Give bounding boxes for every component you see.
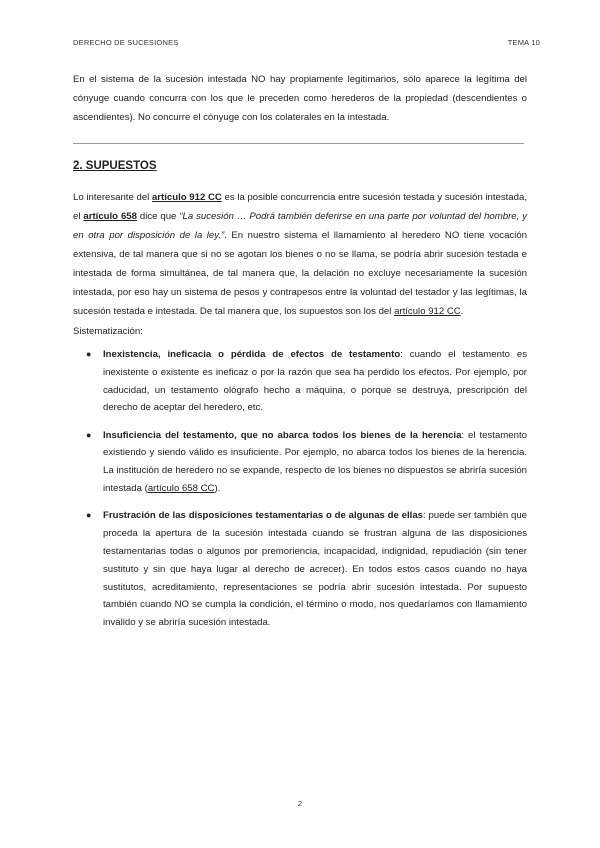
list-item — [73, 427, 527, 498]
section-title: 2. SUPUESTOS — [73, 160, 157, 172]
bullet-icon: ● — [86, 349, 92, 359]
list-item-text: : el testamento existiendo y siendo válido es insuficiente. Por ejemplo, no abarca todos los bienes de la herencia. La institución de heredero no se expande, respecto de los bienes no dispuestos se abriría sucesión intestada ( — [103, 429, 527, 495]
list-item — [73, 346, 527, 417]
header-subject: DERECHO DE SUCESIONES — [73, 38, 179, 47]
body-quote: “La sucesión … Podrá también deferirse en una parte por voluntad del hombre, y en otra por disposición de la ley.” — [73, 211, 528, 241]
sistematizacion-label: Sistematización: — [73, 326, 143, 337]
article-658-ref: artículo 658 CC — [147, 483, 215, 495]
list-item-text: : puede ser también que proceda la apertura de la sucesión intestada cuando se frustran alguna de las disposiciones testamentarias todas o algunos por premoriencia, incapacidad, indignidad, repudiación (sin tener sustituto y sin que haya lugar al derecho de acrecer). En todos estos casos cuando no haya sustitutos, acreditamiento, representaciones se podría abrir sucesión intestada. Por supuesto también cuando NO se cumpla la condición, el término o modo, nos quedaríamos con llamamiento inválido y se abriría sucesión intestada. — [103, 510, 527, 629]
list-item-text: : cuando el testamento es inexistente o existente es ineficaz o por la razón que sea ha perdido los efectos. Por ejemplo, por caducidad, un testamento ológrafo hecho a máquina, o porque se destruya, prescripción del derecho de aceptar del heredero, etc. — [103, 349, 527, 414]
body-text-4: . En nuestro sistema el llamamiento al heredero NO tiene vocación extensiva, de tal manera que si no se agotan los bienes o no se llama, se podría abrir sucesión testada e intestada de forma simultánea, de tal manera que, la delación no excluye necesariamente la sucesión intestada, por eso hay un sistema de pesos y contrapesos entre la voluntad del testador y las legítimas, la sucesión testada e intestada. De tal manera que, los supuestos son los del — [73, 230, 527, 317]
bullet-icon: ● — [86, 510, 92, 521]
header-topic: TEMA 10 — [507, 38, 540, 47]
page-number: 2 — [297, 799, 303, 808]
supuestos-list — [73, 346, 527, 641]
intro-paragraph: En el sistema de la sucesión intestada NO hay propiamente legitimarios, sólo aparece la legítima del cónyuge cuando concurra con los que le preceden como herederos de la propiedad (descendientes o ascendientes). No concurre el cónyuge con los colaterales en la intestada. — [73, 74, 527, 123]
list-item-title: Insuficiencia del testamento, que no abarca todos los bienes de la herencia — [103, 429, 462, 441]
body-paragraph — [73, 188, 527, 321]
article-912-ref: artículo 912 CC — [394, 306, 461, 317]
list-item-title: Frustración de las disposiciones testamentarias o de algunas de ellas — [103, 510, 423, 522]
section-divider — [73, 143, 524, 144]
bullet-icon: ● — [86, 429, 92, 440]
body-text-3: dice que — [136, 211, 180, 222]
list-item — [73, 507, 527, 632]
body-text-2: es la posible concurrencia entre sucesión testada y sucesión intestada, el — [73, 192, 527, 222]
article-912-link: artículo 912 CC — [151, 192, 222, 203]
article-658-link: artículo 658 — [83, 211, 137, 222]
list-item-text-end: ). — [214, 483, 221, 495]
body-text-1: Lo interesante del — [73, 192, 152, 203]
list-item-title: Inexistencia, ineficacia o pérdida de efectos de testamento — [103, 349, 401, 360]
body-text-5: . — [460, 306, 464, 317]
